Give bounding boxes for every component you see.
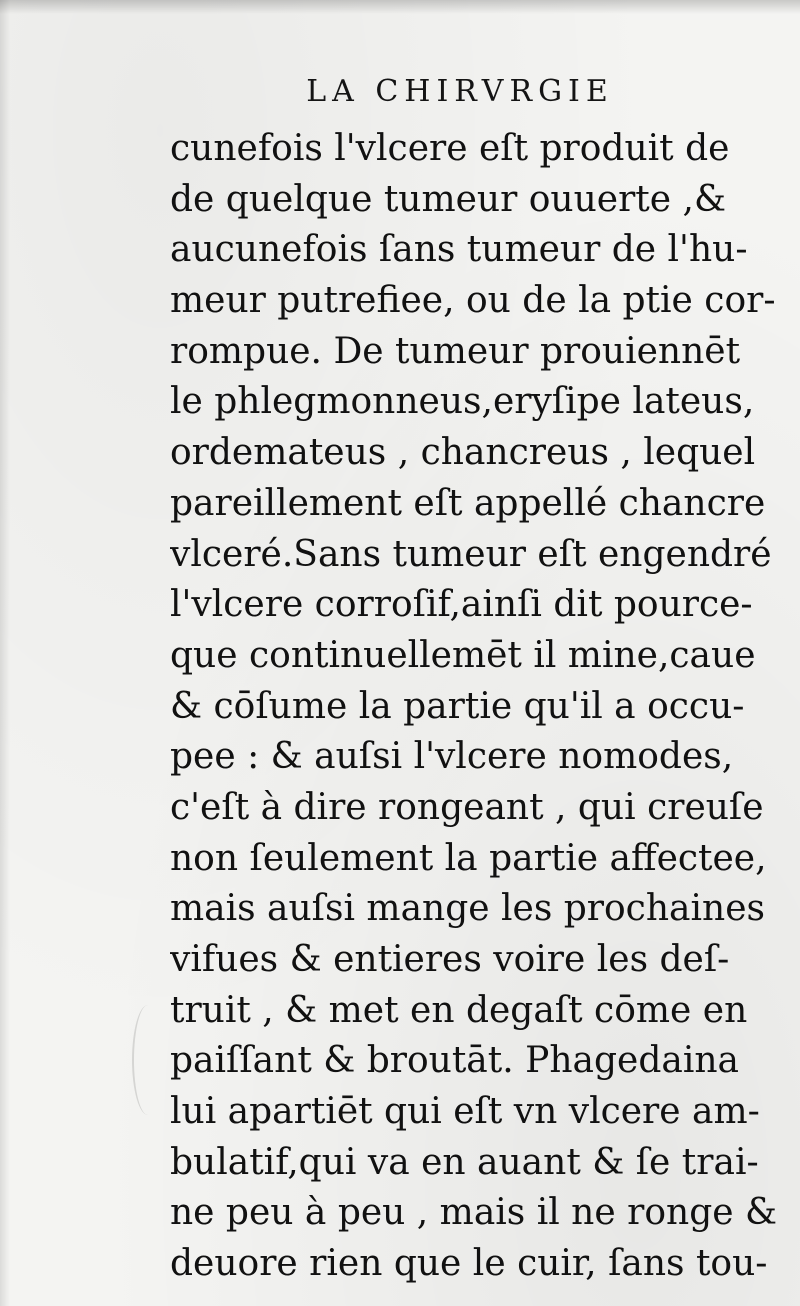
text-line: vlceré.Sans tumeur eſt engendré	[170, 533, 772, 575]
text-line: truit , & met en degaſt cōme en	[170, 989, 748, 1031]
text-line: bulatif,qui va en auant & ſe trai-	[170, 1141, 759, 1183]
text-line: vifues & entieres voire les deſ-	[170, 939, 730, 980]
page-top-shadow	[0, 0, 800, 14]
text-line: de quelque tumeur ouuerte ,&	[170, 178, 727, 220]
text-line: pee : & auſsi l'vlcere nomodes,	[170, 736, 734, 778]
text-line: meur putrefiee, ou de la ptie cor-	[170, 280, 776, 322]
text-line: rompue. De tumeur prouiennēt	[170, 330, 741, 372]
text-line: pareillement eſt appellé chancre	[170, 482, 766, 524]
text-line: lui apartiēt qui eſt vn vlcere am-	[170, 1091, 760, 1133]
text-line: c'eſt à dire rongeant , qui creuſe	[170, 786, 764, 828]
text-line: deuore rien que le cuir, ſans tou-	[170, 1243, 768, 1285]
text-line: & cōſume la partie qu'il a occu-	[170, 685, 745, 727]
body-text	[170, 124, 792, 1290]
text-line: l'vlcere corroſif,ainſi dit pource-	[170, 584, 753, 626]
text-line: que continuellemēt il mine,caue	[170, 634, 756, 676]
text-line: non ſeulement la partie affectee,	[170, 837, 767, 879]
text-line: ne peu à peu , mais il ne ronge &	[170, 1192, 778, 1234]
text-line: le phlegmonneus,eryſipe lateus,	[170, 381, 755, 423]
page-gutter-shadow	[0, 0, 10, 1306]
text-line: aucunefois ſans tumeur de l'hu-	[170, 229, 748, 271]
margin-stain	[132, 1005, 164, 1115]
running-head: LA CHIRVRGIE	[306, 74, 614, 109]
text-line: ordemateus , chancreus , lequel	[170, 432, 756, 474]
text-line: cunefois l'vlcere eſt produit de	[170, 128, 730, 169]
text-line: paiſſant & broutāt. Phagedaina	[170, 1040, 740, 1082]
text-line: mais auſsi mange les prochaines	[170, 888, 765, 930]
